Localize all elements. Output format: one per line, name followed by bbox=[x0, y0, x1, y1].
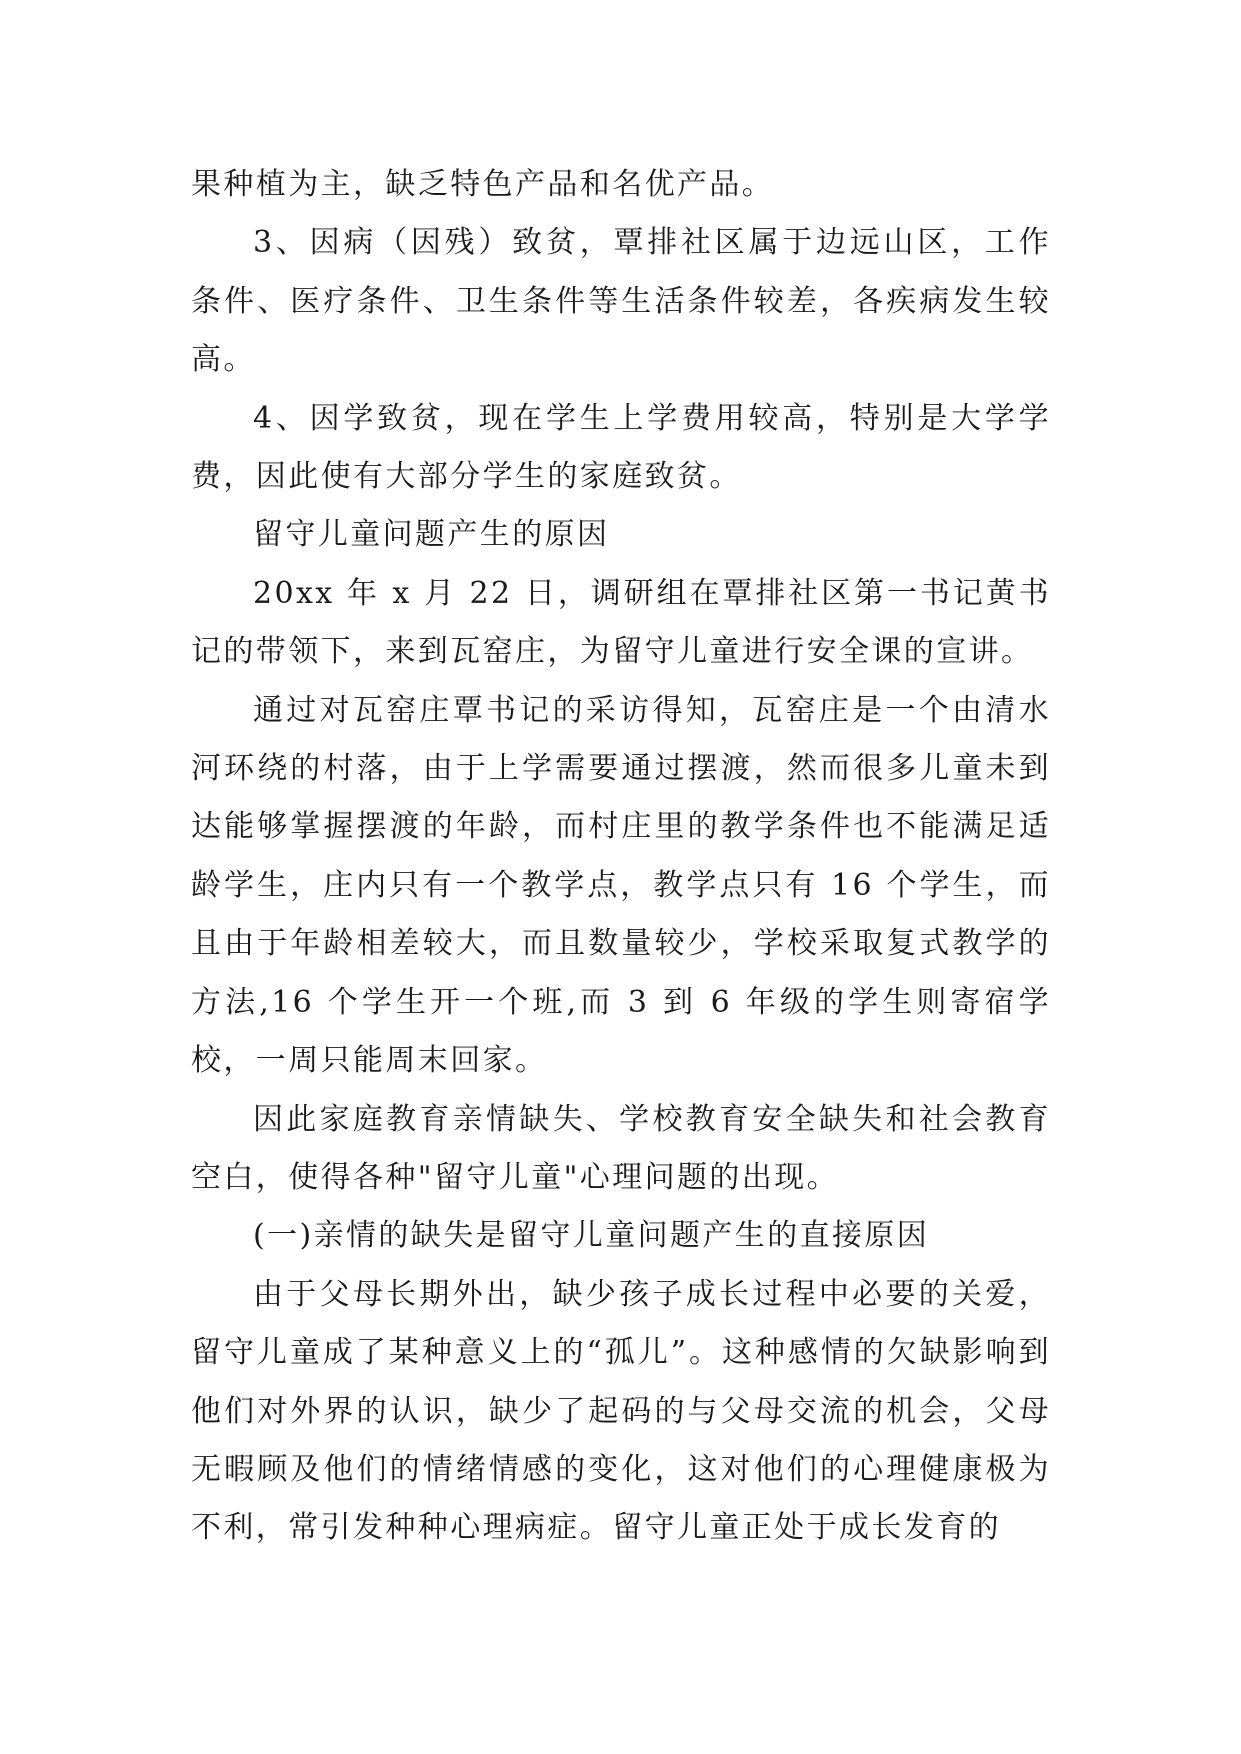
paragraph-summary: 因此家庭教育亲情缺失、学校教育安全缺失和社会教育空白，使得各种"留守儿童"心理问题的出现。 bbox=[191, 1101, 1051, 1195]
paragraph-illness-poverty: 3、因病（因残）致贫，覃排社区属于边远山区，工作条件、医疗条件、卫生条件等生活条件较差，各疾病发生较高。 bbox=[191, 225, 1051, 378]
paragraph-parents-absence: 由于父母长期外出，缺少孩子成长过程中必要的关爱，留守儿童成了某种意义上的“孤儿”。这种感情的欠缺影响到他们对外界的认识，缺少了起码的与父母交流的机会，父母无暇顾及他们的情绪情感的变化，这对他们的心理健康极为不利，常引发种种心理病症。留守儿童正处于成长发育的 bbox=[191, 1276, 1051, 1546]
paragraph-interview: 通过对瓦窑庄覃书记的采访得知，瓦窑庄是一个由清水河环绕的村落，由于上学需要通过摆渡，然而很多儿童未到达能够掌握摆渡的年龄，而村庄里的教学条件也不能满足适龄学生，庄内只有一个教学点，教学点只有 16 个学生，而且由于年龄相差较大，而且数量较少，学校采取复式教学的方法,16 个学生开一个班,而 3 到 6 年级的学生则寄宿学校，一周只能周末回家。 bbox=[191, 692, 1051, 1079]
paragraph-continuation: 果种植为主，缺乏特色产品和名优产品。 bbox=[191, 167, 775, 202]
subsection-heading-family-affection: (一)亲情的缺失是留守儿童问题产生的直接原因 bbox=[253, 1218, 930, 1254]
paragraph-education-poverty: 4、因学致贫，现在学生上学费用较高，特别是大学学费，因此使有大部分学生的家庭致贫。 bbox=[191, 400, 1051, 495]
document-body bbox=[191, 156, 1051, 1558]
section-heading-left-behind-children: 留守儿童问题产生的原因 bbox=[253, 517, 610, 553]
paragraph-research-visit: 20xx 年 x 月 22 日，调研组在覃排社区第一书记黄书记的带领下，来到瓦窑庄，为留守儿童进行安全课的宣讲。 bbox=[191, 575, 1051, 670]
